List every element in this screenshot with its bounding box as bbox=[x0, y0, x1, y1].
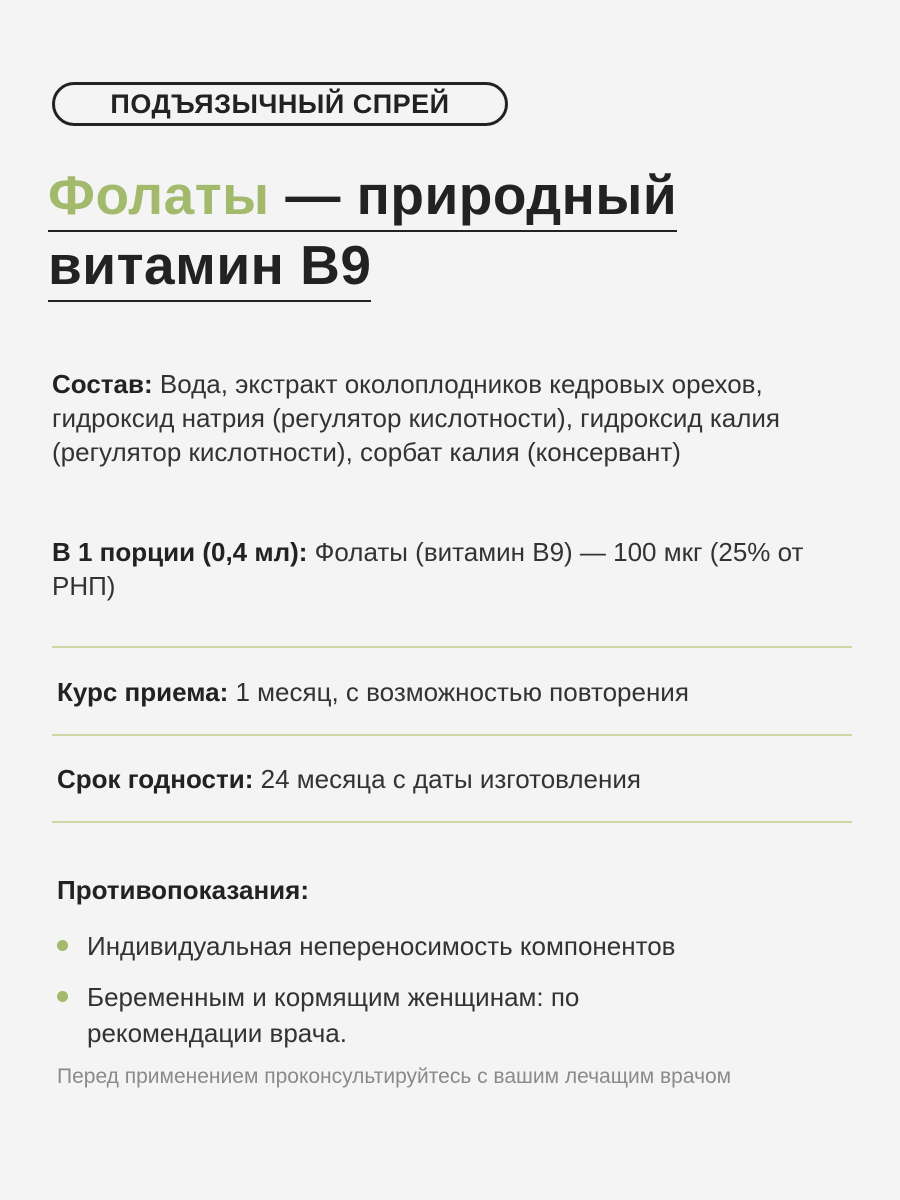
bullet-dot-icon bbox=[57, 991, 68, 1002]
page-title bbox=[48, 162, 677, 302]
composition-paragraph bbox=[52, 367, 842, 469]
product-type-badge bbox=[52, 82, 508, 126]
title-rest: — природный bbox=[269, 164, 678, 226]
shelf-life-label: Срок годности: bbox=[57, 764, 254, 794]
shelf-life-text: 24 месяца с даты изготовления bbox=[253, 764, 641, 794]
list-item-text: Беременным и кормящим женщинам: по рекомендации врача. bbox=[87, 982, 580, 1048]
divider bbox=[52, 821, 852, 823]
course-label: Курс приема: bbox=[57, 677, 229, 707]
course-text: 1 месяц, с возможностью повторения bbox=[228, 677, 689, 707]
contraindications-heading: Противопоказания: bbox=[57, 875, 309, 905]
portion-text: Фолаты (витамин В9) — 100 мкг (25% от РНП) bbox=[52, 537, 804, 601]
composition-text: Вода, экстракт околоплодников кедровых орехов, гидроксид натрия (регулятор кислотности), гидроксид калия (регулятор кислотности), сорбат калия (консервант) bbox=[52, 369, 780, 467]
portion-label: В 1 порции (0,4 мл): bbox=[52, 537, 308, 567]
title-line-1 bbox=[48, 162, 677, 232]
composition-label: Состав: bbox=[52, 369, 153, 399]
bullet-dot-icon bbox=[57, 940, 68, 951]
badge-label: ПОДЪЯЗЫЧНЫЙ СПРЕЙ bbox=[110, 88, 450, 119]
shelf-life-row bbox=[57, 762, 641, 796]
portion-paragraph bbox=[52, 535, 842, 603]
divider bbox=[52, 734, 852, 736]
divider bbox=[52, 646, 852, 648]
consult-doctor-note: Перед применением проконсультируйтесь с вашим лечащим врачом bbox=[57, 1065, 732, 1088]
list-item bbox=[57, 928, 857, 964]
title-line-2: витамин В9 bbox=[48, 232, 371, 302]
course-row bbox=[57, 675, 689, 709]
list-item bbox=[57, 979, 857, 1051]
list-item-text: Индивидуальная непереносимость компонентов bbox=[87, 931, 676, 961]
title-accent: Фолаты bbox=[48, 164, 270, 226]
